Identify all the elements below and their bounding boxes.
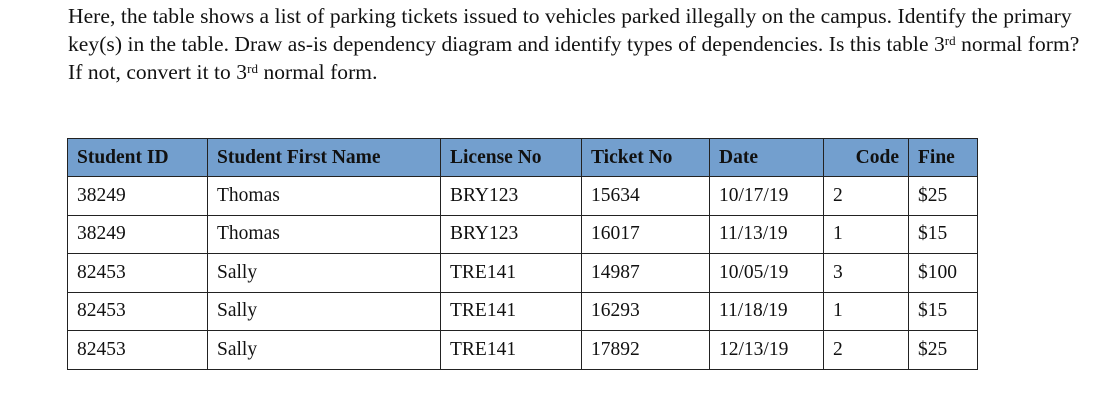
cell-code: 2 bbox=[824, 177, 909, 216]
cell-license-no: BRY123 bbox=[441, 215, 582, 254]
cell-student-first-name: Sally bbox=[208, 292, 441, 331]
cell-code: 1 bbox=[824, 292, 909, 331]
table-row bbox=[68, 292, 978, 331]
cell-date: 10/17/19 bbox=[710, 177, 824, 216]
cell-date: 12/13/19 bbox=[710, 331, 824, 370]
cell-ticket-no: 15634 bbox=[582, 177, 710, 216]
header-fine: Fine bbox=[909, 139, 978, 177]
cell-ticket-no: 17892 bbox=[582, 331, 710, 370]
cell-student-first-name: Thomas bbox=[208, 177, 441, 216]
question-part-2: normal form? If not, convert it to 3 bbox=[68, 32, 1080, 84]
table-row bbox=[68, 215, 978, 254]
cell-student-id: 38249 bbox=[68, 177, 208, 216]
header-code: Code bbox=[824, 139, 909, 177]
cell-fine: $25 bbox=[909, 331, 978, 370]
cell-date: 11/18/19 bbox=[710, 292, 824, 331]
cell-date: 11/13/19 bbox=[710, 215, 824, 254]
superscript-rd-1: rd bbox=[944, 32, 956, 48]
header-student-first-name: Student First Name bbox=[208, 139, 441, 177]
cell-license-no: TRE141 bbox=[441, 331, 582, 370]
cell-student-first-name: Sally bbox=[208, 331, 441, 370]
cell-student-id: 38249 bbox=[68, 215, 208, 254]
question-part-3: normal form. bbox=[258, 60, 378, 84]
header-ticket-no: Ticket No bbox=[582, 139, 710, 177]
cell-fine: $15 bbox=[909, 215, 978, 254]
cell-license-no: TRE141 bbox=[441, 254, 582, 293]
cell-code: 3 bbox=[824, 254, 909, 293]
cell-date: 10/05/19 bbox=[710, 254, 824, 293]
superscript-rd-2: rd bbox=[247, 60, 259, 76]
cell-student-first-name: Sally bbox=[208, 254, 441, 293]
question-part-1: Here, the table shows a list of parking tickets issued to vehicles parked illegally on the campus. Identify the primary key(s) in the table. Draw as-is dependency diagram and identify types of dependencies. Is this table 3 bbox=[68, 4, 1072, 56]
table-row bbox=[68, 331, 978, 370]
parking-tickets-table bbox=[67, 138, 978, 370]
cell-ticket-no: 16017 bbox=[582, 215, 710, 254]
cell-ticket-no: 16293 bbox=[582, 292, 710, 331]
table-header-row bbox=[68, 139, 978, 177]
header-date: Date bbox=[710, 139, 824, 177]
table-row bbox=[68, 177, 978, 216]
cell-fine: $100 bbox=[909, 254, 978, 293]
header-license-no: License No bbox=[441, 139, 582, 177]
header-student-id: Student ID bbox=[68, 139, 208, 177]
question-text bbox=[68, 2, 1088, 86]
cell-license-no: TRE141 bbox=[441, 292, 582, 331]
cell-student-id: 82453 bbox=[68, 292, 208, 331]
cell-license-no: BRY123 bbox=[441, 177, 582, 216]
cell-student-id: 82453 bbox=[68, 254, 208, 293]
cell-code: 2 bbox=[824, 331, 909, 370]
table-row bbox=[68, 254, 978, 293]
cell-student-id: 82453 bbox=[68, 331, 208, 370]
cell-fine: $25 bbox=[909, 177, 978, 216]
cell-ticket-no: 14987 bbox=[582, 254, 710, 293]
cell-code: 1 bbox=[824, 215, 909, 254]
cell-fine: $15 bbox=[909, 292, 978, 331]
cell-student-first-name: Thomas bbox=[208, 215, 441, 254]
